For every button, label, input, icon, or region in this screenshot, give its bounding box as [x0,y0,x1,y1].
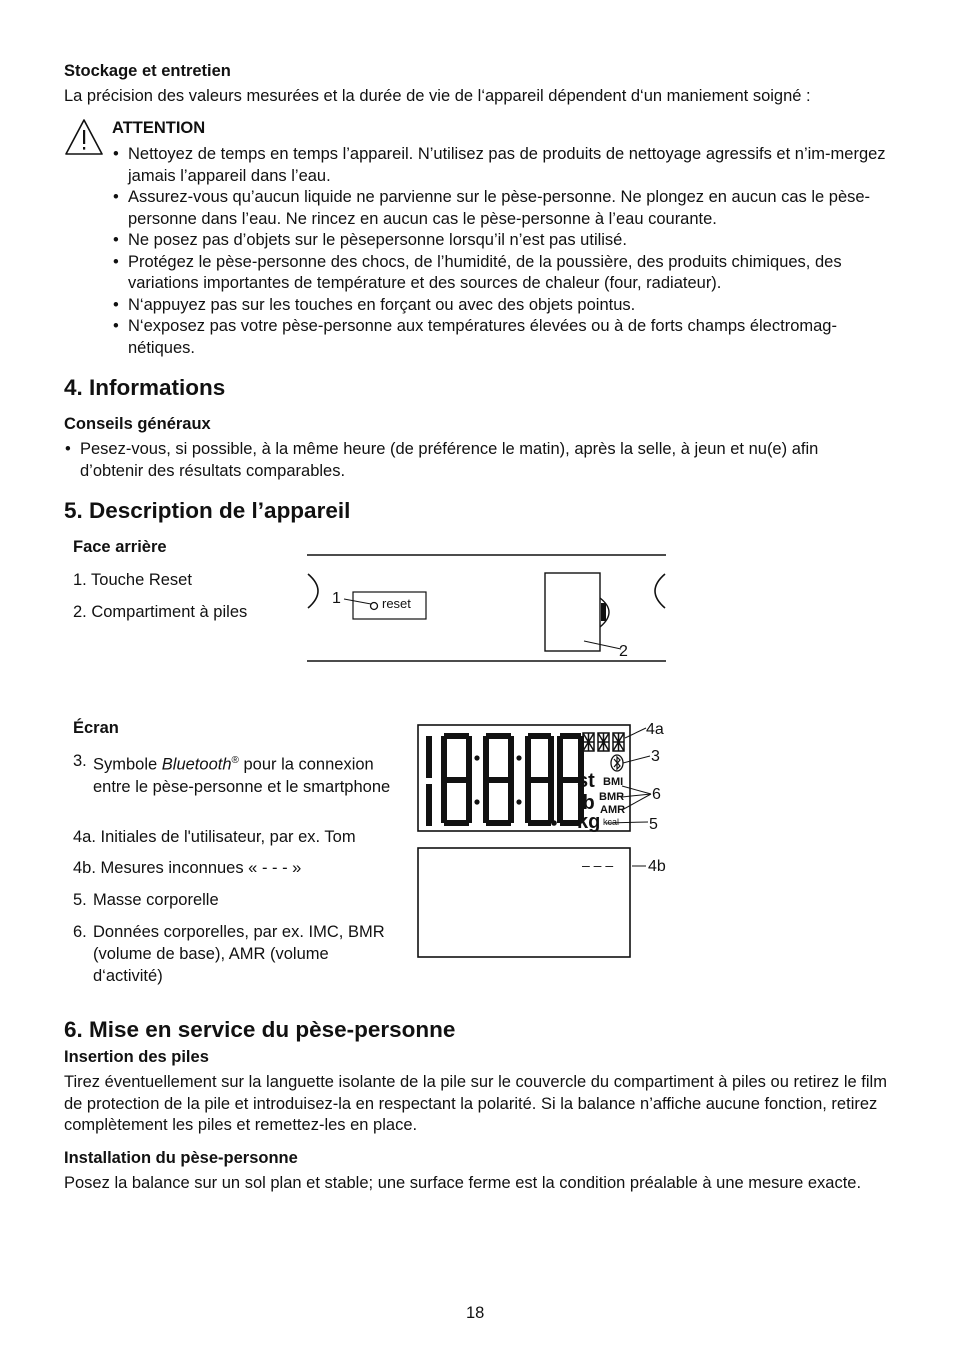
list-item: • Nettoyez de temps en temps l’appareil. N’utilisez pas de produits de nettoyage agressifs et n’im-mergez jamais l’appareil dans l’eau. [112,144,892,187]
screen-item-4b: 4b. Mesures inconnues « - - - » [73,859,302,877]
warning-triangle-icon [64,118,104,156]
storage-heading: Stockage et entretien [64,62,231,80]
list-item: • Ne posez pas d’objets sur le pèsepersonne lorsqu’il n’est pas utilisé. [112,230,892,252]
callout-3: 3 [651,748,660,765]
section-5-title: 5. Description de l’appareil [64,498,351,523]
label-amr: AMR [600,804,626,816]
callout-5: 5 [649,816,658,833]
batteries-heading: Insertion des piles [64,1048,209,1066]
back-item-battery: 2. Compartiment à piles [73,603,248,621]
reset-label: reset [382,596,411,611]
list-item: • Assurez-vous qu’aucun liquide ne parvienne sur le pèse-personne. Ne plongez en aucun cas le pèse-personne dans l’eau. Ne rincez en aucun cas le pèse-personne à l’eau courante. [112,187,892,230]
user-initials-segments [583,733,624,751]
back-side-diagram [300,545,672,670]
warning-title: ATTENTION [112,119,206,137]
callout-4a: 4a [646,721,664,738]
unknown-dashes: – – – [582,857,614,873]
warning-list [112,144,892,359]
unit-lb: lb [577,792,595,814]
general-advice-heading: Conseils généraux [64,415,211,433]
bluetooth-word: Bluetooth [161,755,232,774]
callout-1: 1 [332,590,341,607]
item-number: 3. [73,752,87,770]
screen-item-6: 6. Données corporelles, par ex. IMC, BMR (volume de base), AMR (volume d‘activité) [73,923,385,985]
install-heading: Installation du pèse-personne [64,1149,298,1167]
bluetooth-icon [611,755,623,771]
back-side-title: Face arrière [73,538,167,556]
callout-6: 6 [652,786,661,803]
screen-title: Écran [73,719,119,737]
screen-item-3: 3. Symbole Bluetooth® pour la connexion entre le pèse-personne et le smartphone [73,752,391,796]
screen-item-5: 5. Masse corporelle [73,891,219,909]
label-kcal: kcal [603,817,620,827]
screen-item-4a: 4a. Initiales de l'utilisateur, par ex. Tom [73,828,356,846]
label-bmr: BMR [599,791,625,803]
label-bmi: BMI [603,776,624,788]
advice-list [64,439,864,482]
section-6-title: 6. Mise en service du pèse-personne [64,1017,456,1042]
display-diagram [414,716,676,962]
reset-hole-icon [371,603,378,610]
section-4-title: 4. Informations [64,375,226,400]
unit-kg: kg [577,811,601,833]
page-number: 18 [466,1304,485,1322]
list-item: • N‘exposez pas votre pèse-personne aux températures élevées ou à de forts champs électromag-nétiques. [112,316,892,359]
battery-compartment-outline [545,573,600,651]
storage-intro: La précision des valeurs mesurées et la durée de vie de l‘appareil dépendent d‘un maniement soigné : [64,87,811,105]
list-item: • N‘appuyez pas sur les touches en forçant ou avec des objets pointus. [112,295,892,317]
batteries-text: Tirez éventuellement sur la languette isolante de la pile sur le couvercle du compartiment à piles ou retirez le film de protection de la pile et introduisez-la en respectant la polarité. Si la balance n’affiche aucune fonction, retirez complètement les piles et remettez-les en place. [64,1073,887,1134]
install-text: Posez la balance sur un sol plan et stable; une surface ferme est la condition préalable à une mesure exacte. [64,1174,862,1192]
callout-4b: 4b [648,858,666,875]
list-item: • Pesez-vous, si possible, à la même heure (de préférence le matin), après la selle, à jeun et nu(e) afin d’obtenir des résultats comparables. [64,439,864,482]
unit-st: st [577,770,595,792]
back-item-reset: 1. Touche Reset [73,571,192,589]
callout-2: 2 [619,643,628,660]
list-item: • Protégez le pèse-personne des chocs, de l’humidité, de la poussière, des produits chimiques, des variations importantes de température et des sources de chaleur (four, radiateur). [112,252,892,295]
